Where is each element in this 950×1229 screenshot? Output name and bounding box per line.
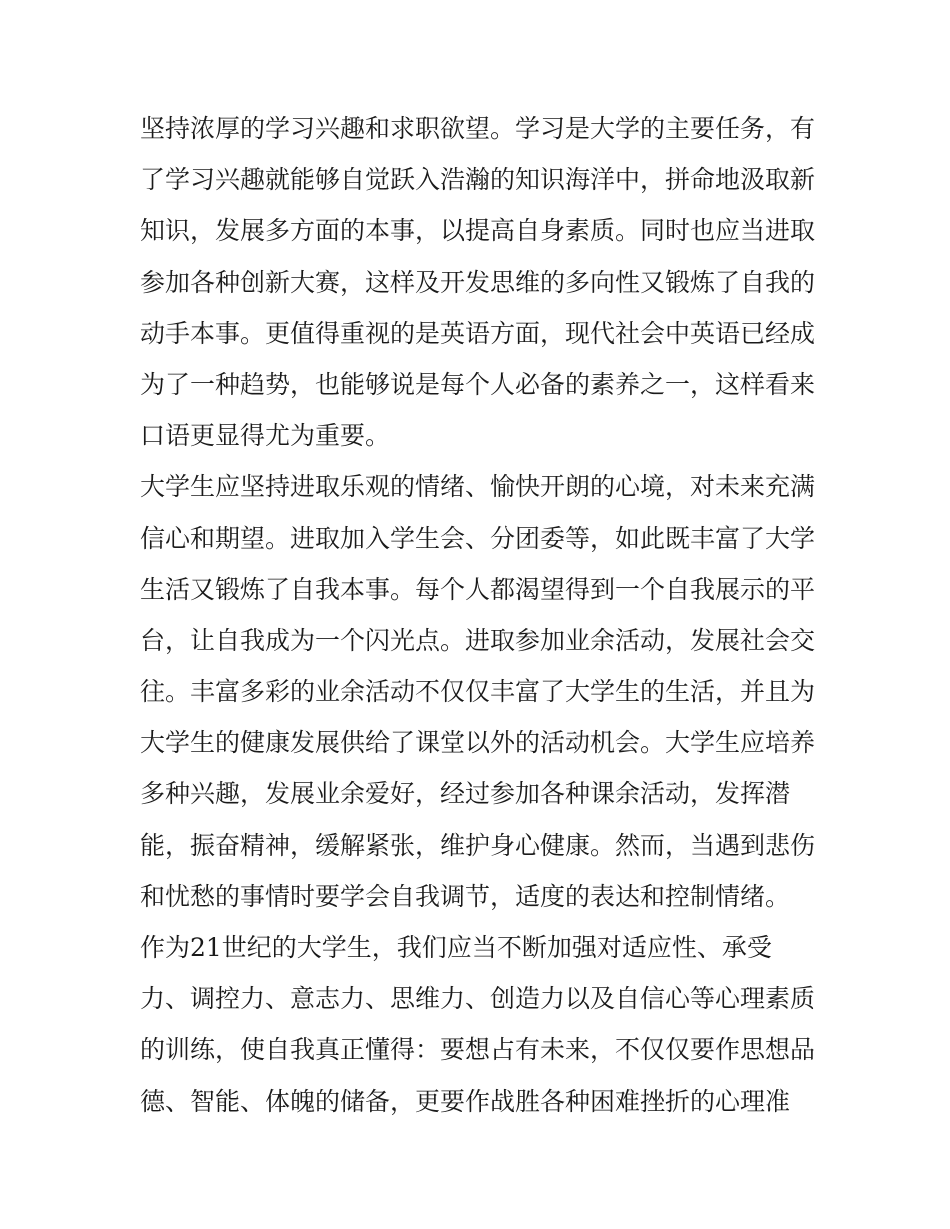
text-line: 能，振奋精神，缓解紧张，维护身心健康。然而，当遇到悲伤 [140,830,816,860]
text-line: 多种兴趣，发展业余爱好，经过参加各种课余活动，发挥潜 [140,779,791,809]
text-line: 了学习兴趣就能够自觉跃入浩瀚的知识海洋中，拼命地汲取新 [140,165,816,195]
text-line: 大学生应坚持进取乐观的情绪、愉快开朗的心境，对未来充满 [140,472,816,502]
text-line: 台，让自我成为一个闪光点。进取参加业余活动，发展社会交 [140,625,816,655]
text-line: 的训练，使自我真正懂得：要想占有未来，不仅仅要作思想品 [140,1035,816,1065]
text-line: 往。丰富多彩的业余活动不仅仅丰富了大学生的生活，并且为 [140,677,816,707]
text-line: 生活又锻炼了自我本事。每个人都渴望得到一个自我展示的平 [140,574,816,604]
text-line: 作为21世纪的大学生，我们应当不断加强对适应性、承受 [140,933,772,962]
text-line: 口语更显得尤为重要。 [140,421,391,451]
text-line: 和忧愁的事情时要学会自我调节，适度的表达和控制情绪。 [140,881,791,911]
text-line: 信心和期望。进取加入学生会、分团委等，如此既丰富了大学 [140,523,816,553]
text-line: 力、调控力、意志力、思维力、创造力以及自信心等心理素质 [140,984,816,1014]
text-line: 德、智能、体魄的储备，更要作战胜各种困难挫折的心理准 [140,1086,791,1116]
text-line: 知识，发展多方面的本事，以提高自身素质。同时也应当进取 [140,216,816,246]
text-line: 动手本事。更值得重视的是英语方面，现代社会中英语已经成 [140,318,816,348]
text-line: 坚持浓厚的学习兴趣和求职欲望。学习是大学的主要任务，有 [140,114,816,143]
text-line: 参加各种创新大赛，这样及开发思维的多向性又锻炼了自我的 [140,267,816,297]
text-line: 为了一种趋势，也能够说是每个人必备的素养之一，这样看来 [140,369,816,399]
text-line: 大学生的健康发展供给了课堂以外的活动机会。大学生应培养 [140,728,816,758]
document-body [140,103,820,1127]
